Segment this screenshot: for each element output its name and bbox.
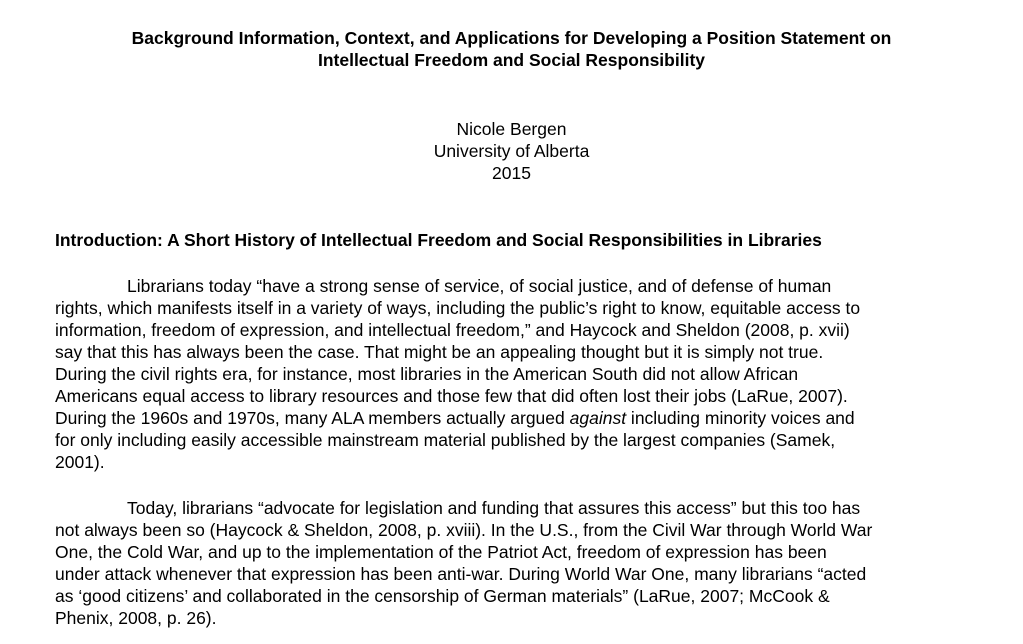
paragraph-1-line-3: information, freedom of expression, and intellectual freedom,” and Haycock and Sheldon (2008, p. xvii) — [55, 320, 850, 340]
emphasis-against: against — [569, 408, 627, 428]
publication-year: 2015 — [492, 163, 531, 183]
paragraph-1-line-5: During the civil rights era, for instance, most libraries in the American South did not allow African — [55, 364, 799, 384]
paragraph-1-line-1: Librarians today “have a strong sense of service, of social justice, and of defense of human — [127, 276, 832, 296]
paragraph-2-line-5: as ‘good citizens’ and collaborated in the censorship of German materials” (LaRue, 2007; McCook & — [55, 586, 830, 606]
paragraph-2 — [55, 497, 975, 629]
title-line-1: Background Information, Context, and Applications for Developing a Position Statement on — [131, 28, 892, 48]
paragraph-2-line-3: One, the Cold War, and up to the implementation of the Patriot Act, freedom of expression has been — [55, 542, 827, 562]
paragraph-1-line-7-end: including minority voices and — [626, 408, 855, 428]
author-block — [0, 118, 1023, 184]
section-heading: Introduction: A Short History of Intellectual Freedom and Social Responsibilities in Libraries — [55, 230, 822, 250]
title-line-2: Intellectual Freedom and Social Responsibility — [317, 50, 706, 70]
paragraph-1-line-8: for only including easily accessible mainstream material published by the largest companies (Samek, — [55, 430, 836, 450]
paragraph-1-line-6: Americans equal access to library resources and those few that did often lost their jobs (LaRue, 2007). — [55, 386, 848, 406]
paragraph-2-line-6: Phenix, 2008, p. 26). — [55, 608, 217, 628]
paragraph-1 — [55, 275, 975, 473]
author-name: Nicole Bergen — [456, 119, 567, 139]
paragraph-2-line-2: not always been so (Haycock & Sheldon, 2008, p. xviii). In the U.S., from the Civil War through World War — [55, 520, 873, 540]
paragraph-1-line-2: rights, which manifests itself in a variety of ways, including the public’s right to know, equitable access to — [55, 298, 861, 318]
document-title — [0, 27, 1023, 71]
paragraph-2-line-1: Today, librarians “advocate for legislation and funding that assures this access” but this too has — [127, 498, 861, 518]
paragraph-1-line-7-start: During the 1960s and 1970s, many ALA members actually argued — [55, 408, 570, 428]
paragraph-2-line-4: under attack whenever that expression has been anti-war. During World War One, many librarians “acted — [55, 564, 867, 584]
paragraph-1-line-7 — [55, 407, 975, 429]
author-institution: University of Alberta — [433, 141, 590, 161]
paragraph-1-line-4: say that this has always been the case. That might be an appealing thought but it is simply not true. — [55, 342, 824, 362]
paragraph-1-line-9: 2001). — [55, 452, 105, 472]
